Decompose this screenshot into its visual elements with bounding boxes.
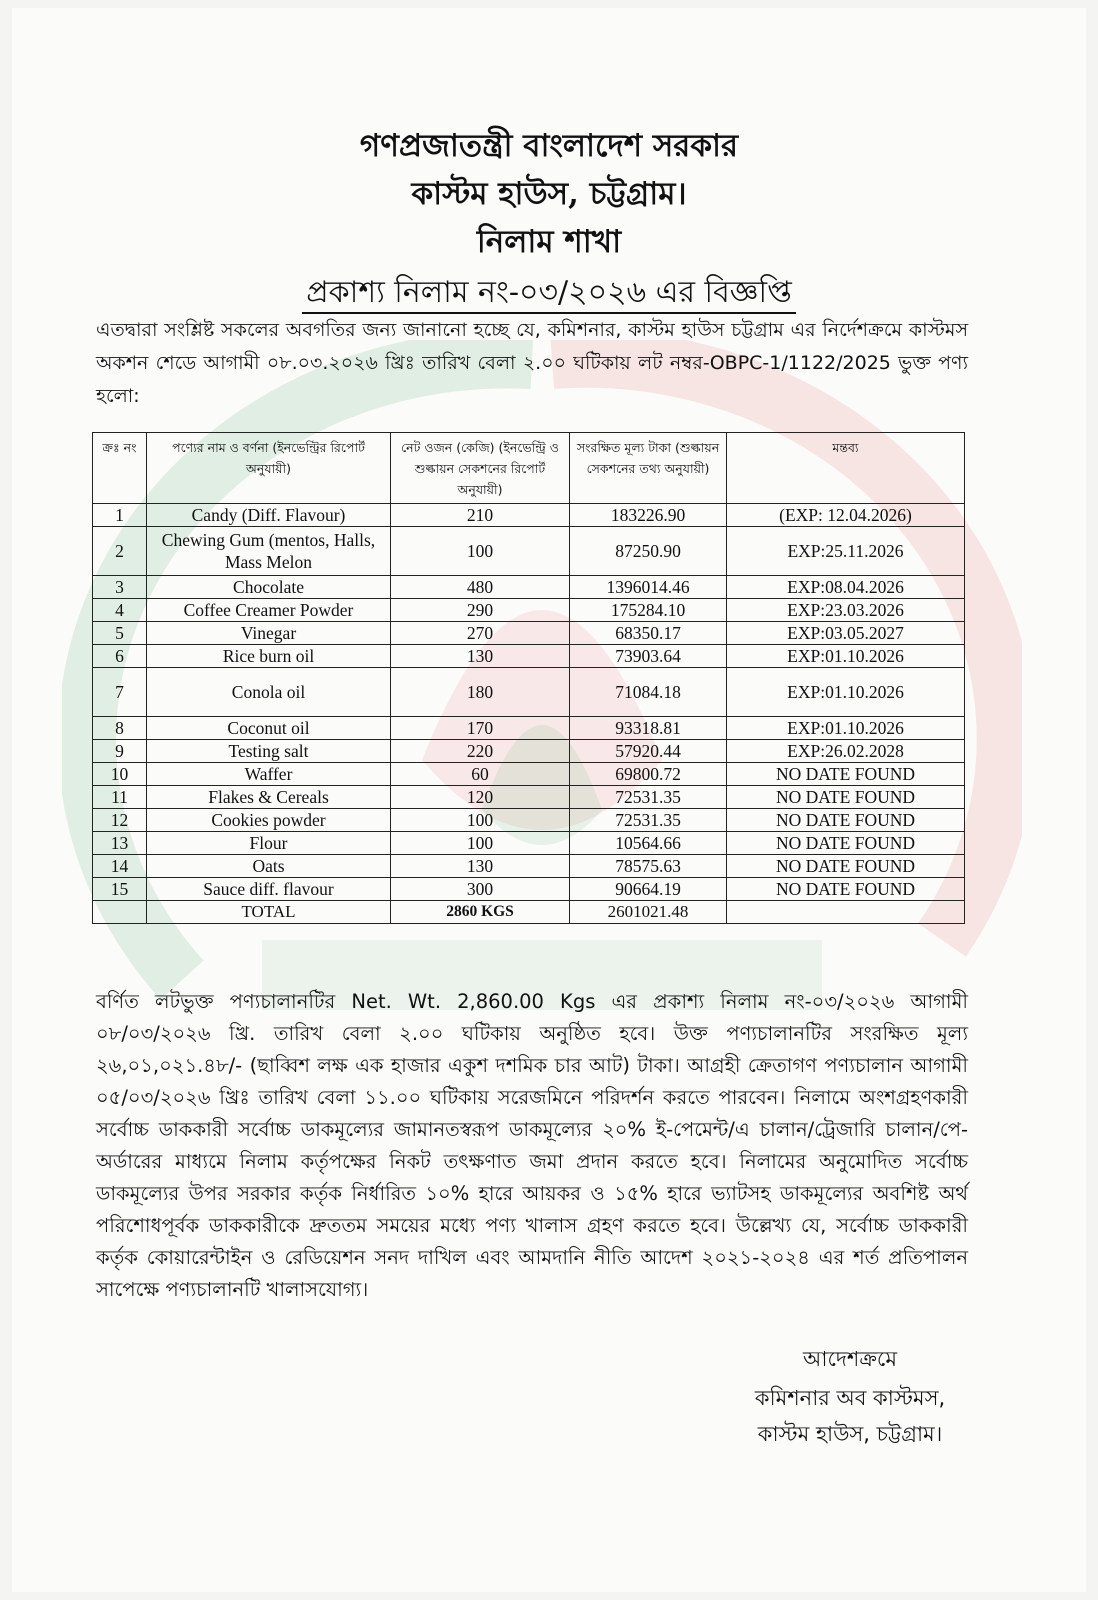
cell-weight: 300 xyxy=(391,878,570,901)
cell-serial: 2 xyxy=(93,527,147,576)
signature-office: কাস্টম হাউস, চট্টগ্রাম। xyxy=(757,1422,943,1446)
total-serial-cell xyxy=(93,901,147,924)
cell-value: 71084.18 xyxy=(570,668,727,717)
cell-name: Vinegar xyxy=(147,622,391,645)
cell-value: 69800.72 xyxy=(570,763,727,786)
items-table xyxy=(92,432,965,924)
cell-value: 1396014.46 xyxy=(570,576,727,599)
signature-order: আদেশক্রমে xyxy=(802,1347,898,1371)
cell-serial: 14 xyxy=(93,855,147,878)
header-serial: ক্রঃ নং xyxy=(93,433,147,504)
total-remarks-cell xyxy=(727,901,965,924)
table-row xyxy=(93,740,965,763)
table-row xyxy=(93,527,965,576)
cell-remarks: EXP:01.10.2026 xyxy=(727,668,965,717)
cell-serial: 11 xyxy=(93,786,147,809)
table-row xyxy=(93,576,965,599)
cell-remarks: EXP:25.11.2026 xyxy=(727,527,965,576)
cell-name: Testing salt xyxy=(147,740,391,763)
cell-value: 175284.10 xyxy=(570,599,727,622)
cell-value: 72531.35 xyxy=(570,809,727,832)
notice-title-text: প্রকাশ্য নিলাম নং-০৩/২০২৬ এর বিজ্ঞপ্তি xyxy=(302,275,796,314)
cell-remarks: EXP:01.10.2026 xyxy=(727,645,965,668)
cell-value: 10564.66 xyxy=(570,832,727,855)
table-row xyxy=(93,763,965,786)
header-auction-branch: নিলাম শাখা xyxy=(476,224,622,260)
cell-remarks: NO DATE FOUND xyxy=(727,763,965,786)
cell-weight: 60 xyxy=(391,763,570,786)
header-custom-house: কাস্টম হাউস, চট্টগ্রাম। xyxy=(411,176,687,212)
cell-name: Chewing Gum (mentos, Halls, Mass Melon xyxy=(147,527,391,576)
cell-remarks: NO DATE FOUND xyxy=(727,786,965,809)
cell-weight: 170 xyxy=(391,717,570,740)
cell-remarks: EXP:01.10.2026 xyxy=(727,717,965,740)
cell-name: Coconut oil xyxy=(147,717,391,740)
cell-serial: 1 xyxy=(93,504,147,527)
intro-paragraph: এতদ্বারা সংশ্লিষ্ট সকলের অবগতির জন্য জানানো হচ্ছে যে, কমিশনার, কাস্টম হাউস চট্টগ্রাম এর নির্দেশক্রমে কাস্টমস অকশন শেডে আগামী ০৮.০৩.২০২৬ খ্রিঃ তারিখ বেলা ২.০০ ঘটিকায় লট নম্বর-OBPC-1/1122/2025 ভুক্ত পণ্য হলো: xyxy=(96,319,968,407)
cell-serial: 12 xyxy=(93,809,147,832)
cell-name: Chocolate xyxy=(147,576,391,599)
cell-name: Sauce diff. flavour xyxy=(147,878,391,901)
cell-value: 93318.81 xyxy=(570,717,727,740)
cell-value: 68350.17 xyxy=(570,622,727,645)
cell-name: Oats xyxy=(147,855,391,878)
cell-remarks: NO DATE FOUND xyxy=(727,809,965,832)
cell-weight: 130 xyxy=(391,645,570,668)
cell-value: 57920.44 xyxy=(570,740,727,763)
header-name: পণ্যের নাম ও বর্ণনা (ইনভেন্ট্রির রিপোর্ট অনুযায়ী) xyxy=(147,433,391,504)
cell-name: Coffee Creamer Powder xyxy=(147,599,391,622)
cell-name: Conola oil xyxy=(147,668,391,717)
cell-name: Flakes & Cereals xyxy=(147,786,391,809)
cell-name: Waffer xyxy=(147,763,391,786)
cell-remarks: EXP:03.05.2027 xyxy=(727,622,965,645)
header-remarks: মন্তব্য xyxy=(727,433,965,504)
body-paragraph: বর্ণিত লটভুক্ত পণ্যচালানটির Net. Wt. 2,860.00 Kgs এর প্রকাশ্য নিলাম নং-০৩/২০২৬ আগামী ০৮/০৩/২০২৬ খ্রি. তারিখ বেলা ২.০০ ঘটিকায় অনুষ্ঠিত হবে। উক্ত পণ্যচালানটির সংরক্ষিত মূল্য ২৬,০১,০২১.৪৮/- (ছাব্বিশ লক্ষ এক হাজার একুশ দশমিক চার আট) টাকা। আগ্রহী ক্রেতাগণ পণ্যচালান আগামী ০৫/০৩/২০২৬ খ্রিঃ তারিখ বেলা ১১.০০ ঘটিকায় সরেজমিনে পরিদর্শন করতে পারবেন। নিলামে অংশগ্রহণকারী সর্বোচ্চ ডাককারী সর্বোচ্চ ডাকমূল্যের জামানতস্বরূপ ডাকমূল্যের ২০% ই-পেমেন্ট/এ চালান/ট্রেজারি চালান/পে-অর্ডারের মাধ্যমে নিলাম কর্তৃপক্ষের নিকট তৎক্ষণাত জমা প্রদান করতে হবে। নিলামের অনুমোদিত সর্বোচ্চ ডাকমূল্যের উপর সরকার কর্তৃক নির্ধারিত ১০% হারে আয়কর ও ১৫% হারে ভ্যাটসহ ডাকমূল্যের অবশিষ্ট অর্থ পরিশোধপূর্বক ডাককারীকে দ্রুততম সময়ের মধ্যে পণ্য খালাস গ্রহণ করতে হবে। উল্লেখ্য যে, সর্বোচ্চ ডাককারী কর্তৃক কোয়ারেন্টাইন ও রেডিয়েশন সনদ দাখিল এবং আমদানি নীতি আদেশ ২০২১-২০২৪ এর শর্ত প্রতিপালন সাপেক্ষে পণ্যচালানটি খালাসযোগ্য। xyxy=(96,990,968,1301)
cell-remarks: EXP:08.04.2026 xyxy=(727,576,965,599)
cell-remarks: EXP:26.02.2028 xyxy=(727,740,965,763)
cell-weight: 180 xyxy=(391,668,570,717)
total-row xyxy=(93,901,965,924)
cell-weight: 480 xyxy=(391,576,570,599)
table-row xyxy=(93,645,965,668)
cell-name: Cookies powder xyxy=(147,809,391,832)
table-row xyxy=(93,717,965,740)
cell-value: 90664.19 xyxy=(570,878,727,901)
cell-weight: 130 xyxy=(391,855,570,878)
total-weight: 2860 KGS xyxy=(391,901,570,924)
cell-name: Flour xyxy=(147,832,391,855)
cell-weight: 100 xyxy=(391,809,570,832)
cell-remarks: (EXP: 12.04.2026) xyxy=(727,504,965,527)
cell-remarks: NO DATE FOUND xyxy=(727,878,965,901)
cell-remarks: NO DATE FOUND xyxy=(727,832,965,855)
table-row xyxy=(93,878,965,901)
cell-value: 183226.90 xyxy=(570,504,727,527)
table-row xyxy=(93,599,965,622)
cell-serial: 6 xyxy=(93,645,147,668)
cell-name: Rice burn oil xyxy=(147,645,391,668)
table-row xyxy=(93,504,965,527)
cell-remarks: EXP:23.03.2026 xyxy=(727,599,965,622)
total-value: 2601021.48 xyxy=(570,901,727,924)
cell-value: 87250.90 xyxy=(570,527,727,576)
cell-serial: 4 xyxy=(93,599,147,622)
cell-weight: 270 xyxy=(391,622,570,645)
header-value: সংরক্ষিত মূল্য টাকা (শুল্কায়ন সেকশনের তথ্য অনুযায়ী) xyxy=(570,433,727,504)
table-row xyxy=(93,832,965,855)
cell-value: 73903.64 xyxy=(570,645,727,668)
header-weight: নেট ওজন (কেজি) (ইনভেন্ট্রি ও শুল্কায়ন সেকশনের রিপোর্ট অনুযায়ী) xyxy=(391,433,570,504)
cell-weight: 120 xyxy=(391,786,570,809)
total-label: TOTAL xyxy=(147,901,391,924)
cell-value: 78575.63 xyxy=(570,855,727,878)
table-row xyxy=(93,786,965,809)
cell-serial: 7 xyxy=(93,668,147,717)
cell-serial: 10 xyxy=(93,763,147,786)
cell-weight: 210 xyxy=(391,504,570,527)
cell-weight: 220 xyxy=(391,740,570,763)
header-government: গণপ্রজাতন্ত্রী বাংলাদেশ সরকার xyxy=(359,128,739,164)
cell-name: Candy (Diff. Flavour) xyxy=(147,504,391,527)
cell-serial: 5 xyxy=(93,622,147,645)
table-row xyxy=(93,622,965,645)
cell-serial: 3 xyxy=(93,576,147,599)
table-row xyxy=(93,809,965,832)
cell-serial: 8 xyxy=(93,717,147,740)
cell-serial: 13 xyxy=(93,832,147,855)
cell-remarks: NO DATE FOUND xyxy=(727,855,965,878)
notice-title xyxy=(0,268,1098,319)
cell-value: 72531.35 xyxy=(570,786,727,809)
table-header-row xyxy=(93,433,965,504)
cell-serial: 9 xyxy=(93,740,147,763)
cell-weight: 100 xyxy=(391,832,570,855)
cell-serial: 15 xyxy=(93,878,147,901)
cell-weight: 290 xyxy=(391,599,570,622)
signature-commissioner: কমিশনার অব কাস্টমস, xyxy=(754,1386,946,1410)
cell-weight: 100 xyxy=(391,527,570,576)
table-row xyxy=(93,855,965,878)
table-row xyxy=(93,668,965,717)
